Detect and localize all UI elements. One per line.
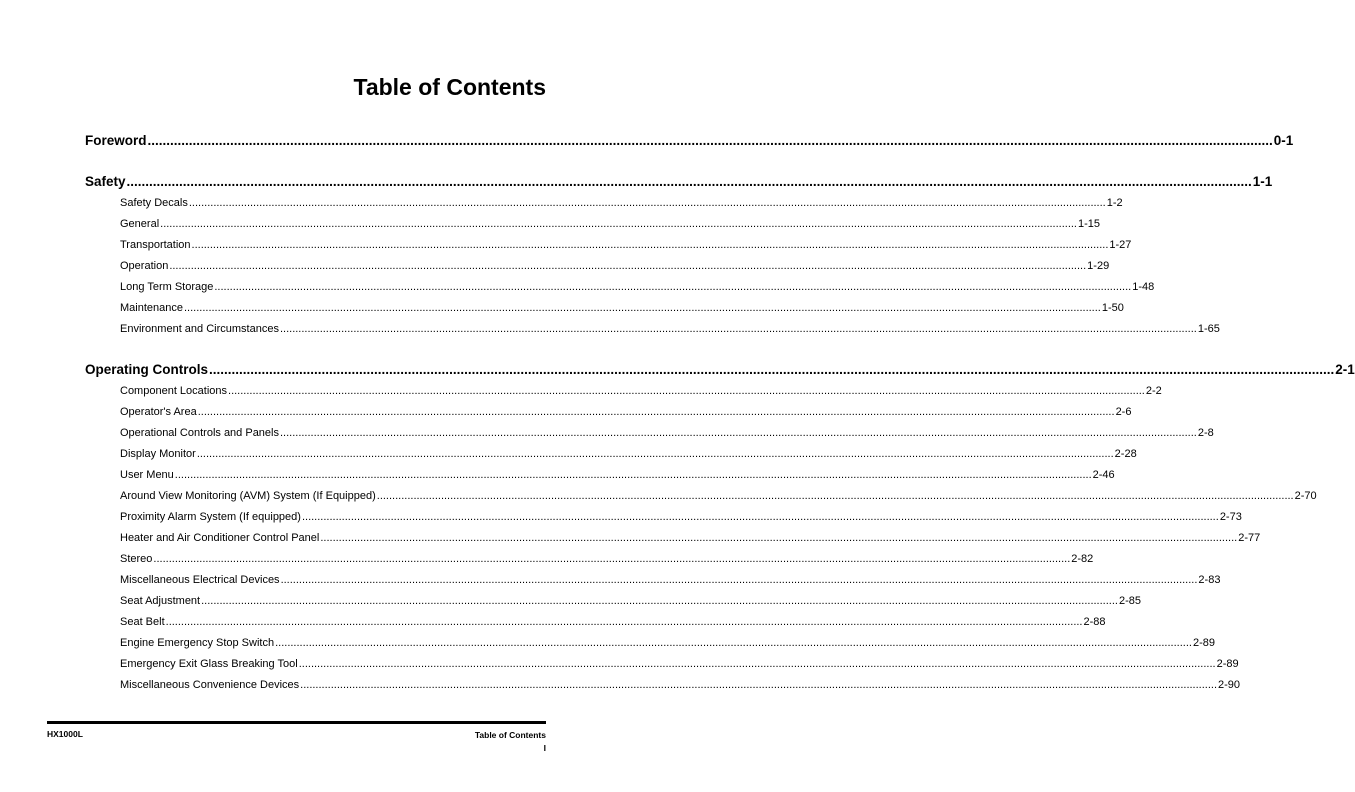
toc-entry [120, 574, 1221, 586]
toc-entry [120, 302, 1124, 314]
toc-leader-dots: ............................................................................................................................................................................................................................................................................................................ [196, 448, 1114, 460]
toc-leader-dots: ............................................................................................................................................................................................................................................................................................................ [165, 616, 1083, 628]
toc-page-number: 2-88 [1083, 616, 1106, 628]
toc-leader-dots: ............................................................................................................................................................................................................................................................................................................ [169, 260, 1087, 272]
toc-label: Maintenance [120, 302, 183, 314]
footer-section: Table of Contents [474, 730, 546, 740]
toc-entry [120, 553, 1094, 565]
toc-page-number: 0-1 [1273, 133, 1294, 148]
toc-page-number: 2-70 [1294, 490, 1317, 502]
toc-page-number: 2-89 [1192, 637, 1215, 649]
toc-page-number: 2-46 [1092, 469, 1115, 481]
toc-leader-dots: ............................................................................................................................................................................................................................................................................................................ [301, 511, 1219, 523]
toc-entry [120, 595, 1141, 607]
toc-page-number: 2-8 [1197, 427, 1214, 439]
toc-leader-dots: ............................................................................................................................................................................................................................................................................................................ [320, 532, 1238, 544]
toc-page-number: 2-83 [1198, 574, 1221, 586]
toc-label: Display Monitor [120, 448, 196, 460]
toc-entry [120, 385, 1162, 397]
footer-info [475, 729, 546, 755]
page-title: Table of Contents [353, 74, 546, 100]
toc-label: Transportation [120, 239, 191, 251]
toc-label: Around View Monitoring (AVM) System (If Equipped) [120, 490, 376, 502]
toc-page-number: 1-65 [1197, 323, 1220, 335]
toc-entry [120, 218, 1101, 230]
toc-leader-dots: ............................................................................................................................................................................................................................................................................................................ [209, 362, 1335, 377]
toc-page-number: 1-50 [1101, 302, 1124, 314]
toc-entry [120, 281, 1155, 293]
toc-label: Miscellaneous Convenience Devices [120, 679, 300, 691]
toc-label: Foreword [85, 133, 147, 148]
toc-entry [120, 658, 1239, 670]
toc-leader-dots: ............................................................................................................................................................................................................................................................................................................ [174, 469, 1092, 481]
toc-label: Operational Controls and Panels [120, 427, 279, 439]
toc-leader-dots: ............................................................................................................................................................................................................................................................................................................ [188, 197, 1106, 209]
toc-page-number: 2-73 [1219, 511, 1242, 523]
toc-page-number: 1-29 [1087, 260, 1110, 272]
toc-leader-dots: ............................................................................................................................................................................................................................................................................................................ [160, 218, 1077, 230]
toc-leader-dots: ............................................................................................................................................................................................................................................................................................................ [191, 239, 1109, 251]
toc-label: Environment and Circumstances [120, 323, 279, 335]
toc-page-number: 2-82 [1071, 553, 1094, 565]
toc-label: Operation [120, 260, 169, 272]
toc-entry [120, 239, 1132, 251]
toc-page-number: 1-2 [1106, 197, 1123, 209]
toc-entry [120, 469, 1115, 481]
toc-entry [120, 490, 1317, 502]
toc-page-number: 2-85 [1118, 595, 1141, 607]
toc-label: Miscellaneous Electrical Devices [120, 574, 280, 586]
toc-label: Seat Adjustment [120, 595, 201, 607]
toc-entry [120, 323, 1220, 335]
toc-leader-dots: ............................................................................................................................................................................................................................................................................................................ [153, 553, 1071, 565]
toc-entry [120, 532, 1261, 544]
toc-entry [120, 260, 1110, 272]
toc-label: Safety [85, 174, 126, 189]
toc-leader-dots: ............................................................................................................................................................................................................................................................................................................ [279, 323, 1197, 335]
toc-page-number: 1-1 [1252, 174, 1273, 189]
toc-leader-dots: ............................................................................................................................................................................................................................................................................................................ [376, 490, 1294, 502]
toc-page-number: 2-90 [1218, 679, 1241, 691]
toc-leader-dots: ............................................................................................................................................................................................................................................................................................................ [300, 679, 1218, 691]
toc-leader-dots: ............................................................................................................................................................................................................................................................................................................ [279, 427, 1197, 439]
toc-leader-dots: ............................................................................................................................................................................................................................................................................................................ [214, 281, 1132, 293]
toc-entry [120, 448, 1137, 460]
toc-leader-dots: ............................................................................................................................................................................................................................................................................................................ [147, 133, 1273, 148]
toc-leader-dots: ............................................................................................................................................................................................................................................................................................................ [201, 595, 1118, 607]
toc-leader-dots: ............................................................................................................................................................................................................................................................................................................ [298, 658, 1216, 670]
toc-leader-dots: ............................................................................................................................................................................................................................................................................................................ [126, 174, 1252, 189]
toc-entry [120, 637, 1215, 649]
toc-section [85, 133, 1294, 148]
toc-label: Long Term Storage [120, 281, 214, 293]
toc-entry [120, 427, 1214, 439]
toc-label: Stereo [120, 553, 153, 565]
toc-page-number: 2-77 [1238, 532, 1261, 544]
toc-label: Operating Controls [85, 362, 209, 377]
toc-entry [120, 511, 1242, 523]
toc-leader-dots: ............................................................................................................................................................................................................................................................................................................ [280, 574, 1198, 586]
toc-page-number: 1-27 [1109, 239, 1132, 251]
footer-page-number: I [543, 743, 546, 753]
footer-divider [47, 721, 546, 724]
footer-model: HX1000L [47, 729, 83, 739]
toc-section [85, 174, 1273, 189]
toc-section [85, 362, 1355, 377]
toc-page-number: 2-2 [1145, 385, 1162, 397]
toc-entry [120, 616, 1106, 628]
toc-page-number: 2-6 [1115, 406, 1132, 418]
toc-page-number: 2-89 [1216, 658, 1239, 670]
toc-leader-dots: ............................................................................................................................................................................................................................................................................................................ [184, 302, 1101, 314]
toc-page-number: 2-28 [1114, 448, 1137, 460]
toc-page-number: 2-1 [1335, 362, 1355, 377]
toc-label: Proximity Alarm System (If equipped) [120, 511, 301, 523]
toc-leader-dots: ............................................................................................................................................................................................................................................................................................................ [228, 385, 1145, 397]
toc-label: User Menu [120, 469, 174, 481]
toc-label: Engine Emergency Stop Switch [120, 637, 275, 649]
toc-leader-dots: ............................................................................................................................................................................................................................................................................................................ [197, 406, 1115, 418]
toc-entry [120, 197, 1123, 209]
toc-label: Heater and Air Conditioner Control Panel [120, 532, 320, 544]
toc-label: Safety Decals [120, 197, 188, 209]
toc-page-number: 1-15 [1078, 218, 1101, 230]
toc-label: Component Locations [120, 385, 228, 397]
toc-label: Seat Belt [120, 616, 165, 628]
toc-entry [120, 406, 1132, 418]
toc-leader-dots: ............................................................................................................................................................................................................................................................................................................ [275, 637, 1192, 649]
toc-label: General [120, 218, 160, 230]
toc-entry [120, 679, 1241, 691]
toc-label: Operator's Area [120, 406, 197, 418]
toc-page-number: 1-48 [1132, 281, 1155, 293]
toc-label: Emergency Exit Glass Breaking Tool [120, 658, 298, 670]
